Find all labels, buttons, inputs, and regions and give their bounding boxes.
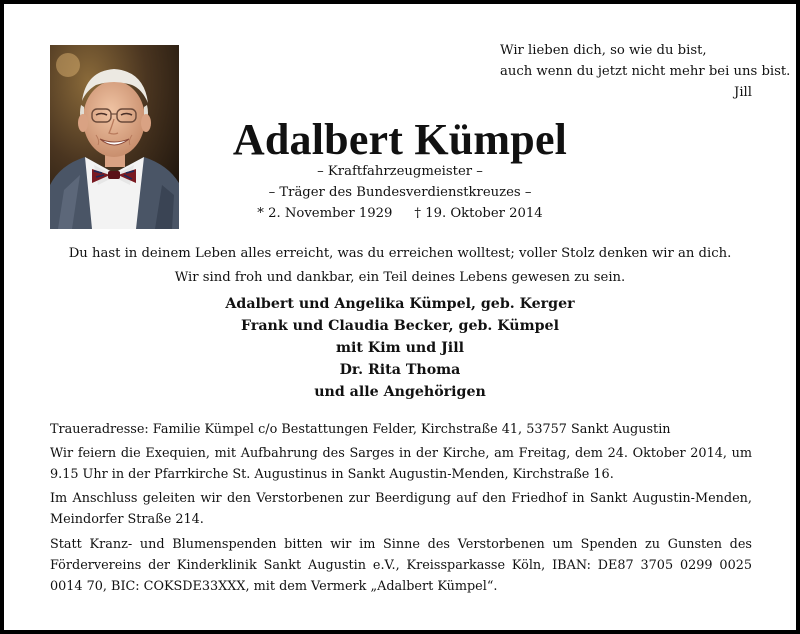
life-dates xyxy=(182,203,618,224)
mourner-entry: mit Kim und Jill xyxy=(336,340,464,356)
death-date: † 19. Oktober 2014 xyxy=(414,206,543,221)
deceased-titles xyxy=(182,161,618,203)
quote-signature: Jill xyxy=(734,85,752,100)
title-honor: – Träger des Bundesverdienstkreuzes – xyxy=(268,185,532,200)
burial-details: Im Anschluss geleiten wir den Verstorbenen zur Beerdigung auf den Friedhof in Sankt Augustin-Menden, Meindorfer Straße 214. xyxy=(50,491,752,527)
title-profession: – Kraftfahrzeugmeister – xyxy=(317,164,483,179)
deceased-name: Adalbert Kümpel xyxy=(232,115,568,164)
message-line: Wir sind froh und dankbar, ein Teil deines Lebens gewesen zu sein. xyxy=(174,270,626,285)
donation-details: Statt Kranz- und Blumenspenden bitten wir im Sinne des Verstorbenen um Spenden zu Gunsten des Fördervereins der Kinderklinik Sankt Augustin e.V., Kreissparkasse Köln, IBAN: DE87 3705 0299 0025 0014 70, BIC: COKSDE33XXX, mit dem Vermerk „Adalbert Kümpel“. xyxy=(50,537,752,594)
quote-line: Wir lieben dich, so wie du bist, xyxy=(500,43,707,58)
mourning-address: Traueradresse: Familie Kümpel c/o Bestattungen Felder, Kirchstraße 41, 53757 Sankt Augustin xyxy=(50,422,671,437)
service-details: Wir feiern die Exequien, mit Aufbahrung des Sarges in der Kirche, am Freitag, dem 24. Oktober 2014, um 9.15 Uhr in der Pfarrkirche St. Augustinus in Sankt Augustin-Menden, Kirchstraße 16. xyxy=(50,446,752,482)
mourner-entry: Dr. Rita Thoma xyxy=(339,362,461,378)
quote-line: auch wenn du jetzt nicht mehr bei uns bist. xyxy=(500,64,791,79)
birth-date: * 2. November 1929 xyxy=(257,206,393,221)
mourner-entry: Adalbert und Angelika Kümpel, geb. Kerger xyxy=(225,296,575,312)
mourners-list xyxy=(48,293,752,403)
mourner-entry: und alle Angehörigen xyxy=(314,384,486,400)
mourner-entry: Frank und Claudia Becker, geb. Kümpel xyxy=(241,318,559,334)
portrait-photo xyxy=(50,45,179,229)
memorial-quote xyxy=(500,40,791,103)
message-line: Du hast in deinem Leben alles erreicht, was du erreichen wolltest; voller Stolz denken wir an dich. xyxy=(68,246,732,261)
